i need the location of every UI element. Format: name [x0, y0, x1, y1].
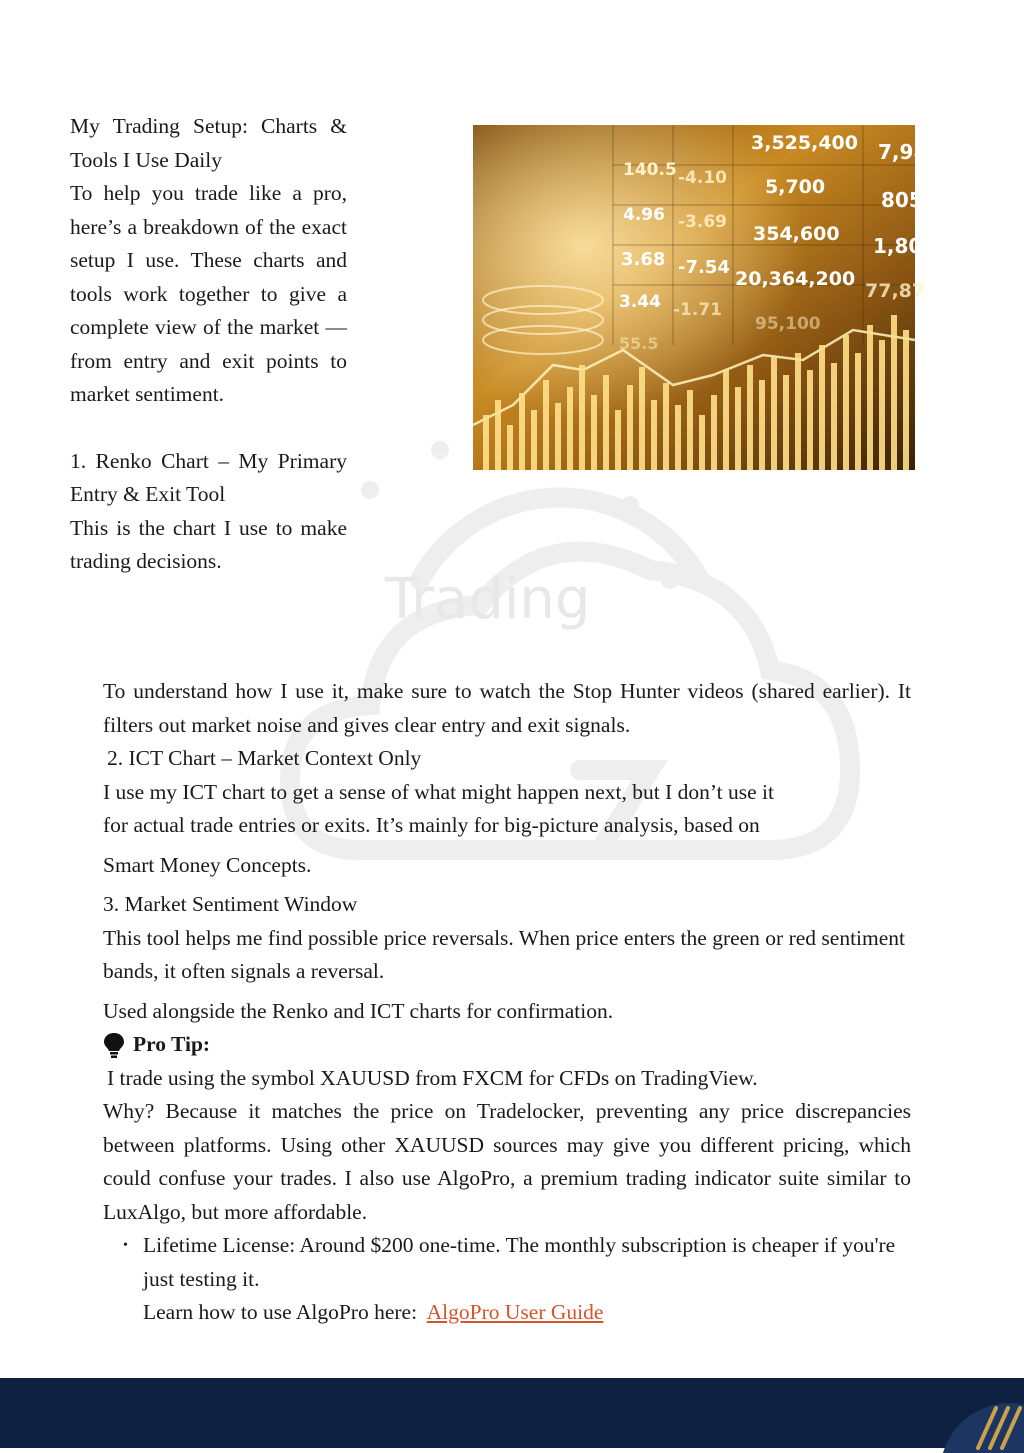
algopro-guide-link[interactable]: AlgoPro User Guide	[426, 1300, 604, 1324]
protip-line: I trade using the symbol XAUUSD from FXCM for CFDs on TradingView.	[107, 1065, 758, 1090]
main-content	[103, 675, 911, 1330]
ict-heading: 2. ICT Chart – Market Context Only	[107, 746, 422, 770]
sentiment-heading: 3. Market Sentiment Window	[103, 892, 358, 916]
svg-text:1,806: 1,806	[873, 234, 937, 258]
intro-paragraph: To help you trade like a pro, here’s a breakdown of the exact setup I use. These charts and tools work together to give a complete view of the market — from entry and exit points to market sentiment.	[70, 181, 347, 406]
trading-chart-photo	[473, 125, 937, 470]
renko-paragraph: This is the chart I use to make trading decisions.	[70, 515, 347, 573]
svg-text:3.44: 3.44	[619, 292, 661, 312]
footer-decoration	[0, 1378, 1024, 1448]
bullet-text: Lifetime License: Around $200 one-time. The monthly subscription is cheaper if you're just testing it.	[143, 1233, 896, 1291]
protip-heading	[103, 1028, 911, 1062]
lightbulb-icon	[103, 1032, 125, 1058]
svg-text:-1.71: -1.71	[673, 300, 722, 320]
sentiment-confirmation: Used alongside the Renko and ICT charts for confirmation.	[103, 998, 614, 1023]
bullet-marker: •	[123, 1238, 128, 1253]
svg-text:-4.10: -4.10	[678, 168, 727, 188]
renko-detail: To understand how I use it, make sure to watch the Stop Hunter videos (shared earlier). It filters out market noise and gives clear entry and exit signals.	[103, 679, 911, 737]
intro-column	[70, 110, 347, 579]
svg-text:3.68: 3.68	[621, 249, 666, 270]
learn-prefix: Learn how to use AlgoPro here:	[143, 1300, 418, 1324]
svg-text:-3.69: -3.69	[678, 212, 727, 232]
list-item	[123, 1229, 911, 1330]
ict-line-2: for actual trade entries or exits. It’s mainly for big-picture analysis, based on	[103, 813, 760, 837]
ict-line-1: I use my ICT chart to get a sense of what might happen next, but I don’t use it	[103, 779, 774, 804]
renko-heading: 1. Renko Chart – My Primary Entry & Exit Tool	[70, 448, 347, 506]
sentiment-paragraph: This tool helps me find possible price reversals. When price enters the green or red sentiment bands, it often signals a reversal.	[103, 925, 906, 983]
ict-line-3: Smart Money Concepts.	[103, 852, 312, 877]
svg-text:55.5: 55.5	[619, 334, 659, 353]
svg-text:3,525,400: 3,525,400	[751, 132, 858, 154]
protip-label: Pro Tip:	[133, 1032, 211, 1056]
svg-text:95,100: 95,100	[755, 314, 821, 334]
svg-text:5,700: 5,700	[765, 176, 826, 198]
svg-text:354,600: 354,600	[753, 223, 840, 245]
intro-heading: My Trading Setup: Charts & Tools I Use Daily	[70, 114, 347, 172]
svg-text:20,364,200: 20,364,200	[735, 268, 856, 290]
svg-text:805: 805	[881, 188, 923, 212]
watermark-text: Trading	[385, 567, 591, 632]
learn-line	[143, 1296, 911, 1330]
footer-bar	[0, 1378, 1024, 1448]
protip-paragraph: Why? Because it matches the price on Tradelocker, preventing any price discrepancies between platforms. Using other XAUUSD sources may give you different pricing, which could confuse your trades. I also use AlgoPro, a premium trading indicator suite similar to LuxAlgo, but more affordable.	[103, 1099, 911, 1224]
svg-text:77,87: 77,87	[865, 280, 926, 302]
svg-text:7,98: 7,98	[878, 140, 928, 164]
svg-text:140.5: 140.5	[623, 160, 677, 180]
svg-text:4.96: 4.96	[623, 205, 665, 225]
svg-text:-7.54: -7.54	[678, 257, 730, 278]
